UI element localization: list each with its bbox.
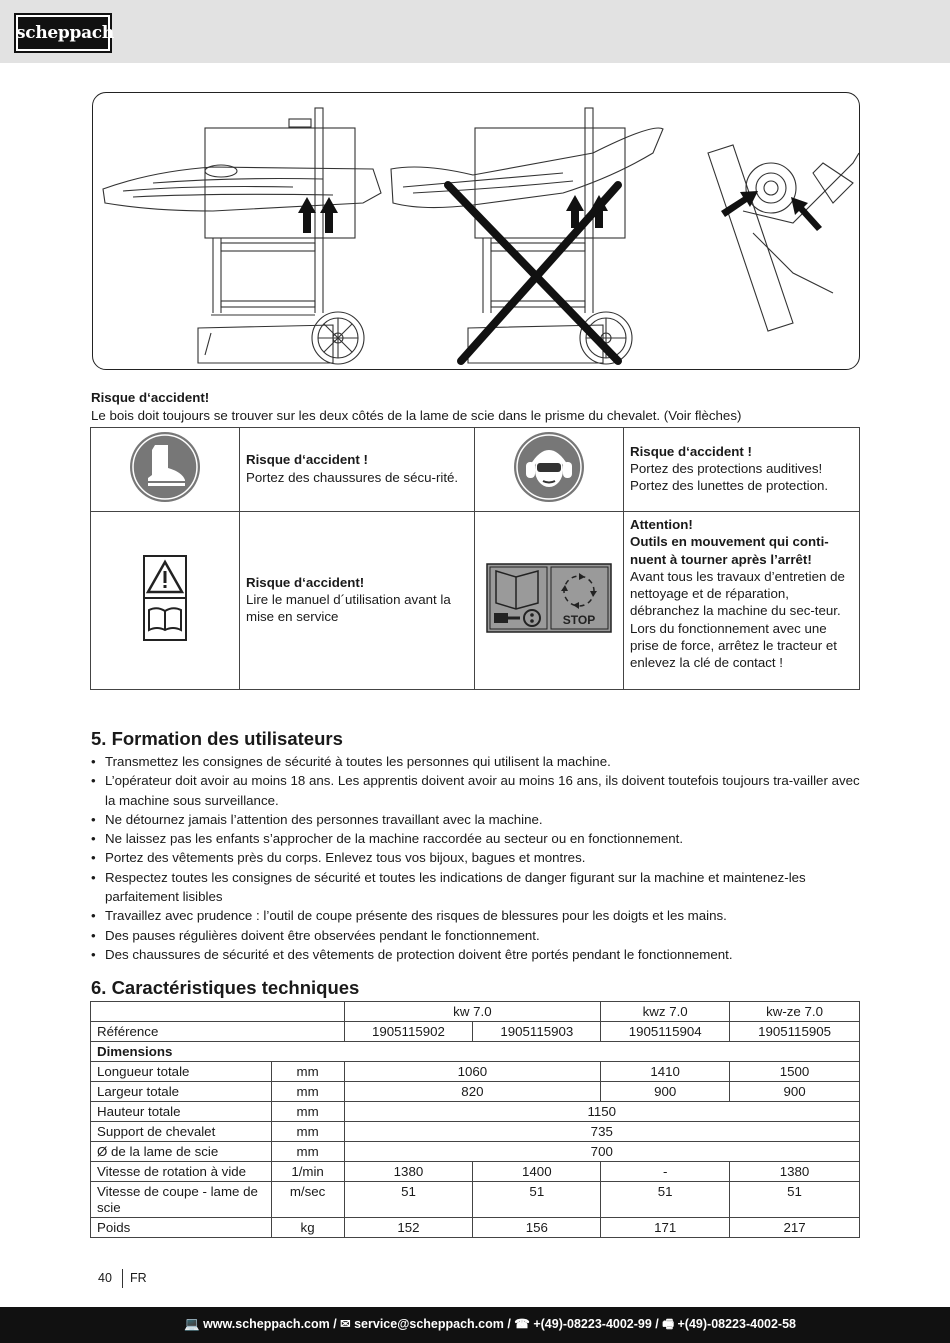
footer-contact: 💻 www.scheppach.com / ✉ service@scheppach.com / ☎ +(49)-08223-4002-99 / 🖷 +(49)-08223-4002-58 xyxy=(184,1317,796,1331)
language-code: FR xyxy=(130,1271,147,1285)
attention-text2: Lors du fonctionnement avec une prise de force, arrêtez le tracteur et enlevez la clé de contact ! xyxy=(630,620,837,671)
model-kwze: kw-ze 7.0 xyxy=(730,1002,860,1022)
sawing-illustration xyxy=(92,92,860,370)
table-row: Ø de la lame de scie mm 700 xyxy=(91,1142,860,1162)
safety-shoes-title: Risque d‘accident ! xyxy=(246,452,368,468)
warning-manual-icon xyxy=(143,555,187,641)
attention-title: Attention! xyxy=(630,517,693,532)
safety-shoes-desc: Portez des chaussures de sécu-rité. xyxy=(246,469,459,485)
safety-hearing-line2: Portez des lunettes de protection. xyxy=(630,478,829,494)
safety-symbols-table xyxy=(90,427,860,690)
hearing-protection-icon xyxy=(512,430,586,504)
table-row: Hauteur totale mm 1150 xyxy=(91,1102,860,1122)
safety-hearing-title: Risque d‘accident ! xyxy=(630,443,752,459)
list-item: • Respectez toutes les consignes de sécurité et toutes les indications de danger figurant sur la machine et maintenez-les parfaitement lisibles xyxy=(91,868,861,907)
safety-stop-cell xyxy=(475,512,624,690)
safety-manual-title: Risque d‘accident! xyxy=(246,574,365,590)
safety-hearing-line1: Portez des protections auditives! xyxy=(630,460,823,476)
page-header xyxy=(0,0,950,63)
page-separator xyxy=(122,1269,123,1288)
table-row: Largeur totale mm 820 900 900 xyxy=(91,1082,860,1102)
list-item: • Travaillez avec prudence : l’outil de coupe présente des risques de blessures pour les doigts et les mains. xyxy=(91,906,861,925)
safety-shoes-icon xyxy=(128,430,202,504)
section5-heading: 5. Formation des utilisateurs xyxy=(91,728,343,749)
saw-blade-detail xyxy=(708,145,859,331)
table-row: Vitesse de rotation à vide 1/min 1380 1400 - 1380 xyxy=(91,1162,860,1182)
saw-machine-correct xyxy=(103,108,381,364)
contact-footer xyxy=(0,1307,950,1343)
scheppach-logo: scheppach xyxy=(14,13,112,53)
table-row xyxy=(91,1002,860,1022)
saw-machine-wrong xyxy=(391,108,663,364)
safety-shoes-text xyxy=(240,428,475,512)
safety-manual-desc: Lire le manuel d´utilisation avant la mise en service xyxy=(246,591,451,625)
stop-label: STOP xyxy=(562,613,596,628)
section5-bullets xyxy=(91,752,861,964)
table-row: Longueur totale mm 1060 1410 1500 xyxy=(91,1062,860,1082)
disconnect-stop-icon xyxy=(486,563,612,633)
table-row: Poids kg 152 156 171 217 xyxy=(91,1218,860,1238)
table-row: Référence 1905115902 1905115903 1905115904 1905115905 xyxy=(91,1022,860,1042)
figure-caption xyxy=(91,389,861,425)
page-number: 40 xyxy=(98,1271,112,1285)
section6-heading: 6. Caractéristiques techniques xyxy=(91,977,360,998)
tech-specs-table xyxy=(90,1001,860,1238)
safety-hearing-cell xyxy=(475,428,624,512)
attention-subtitle: Outils en mouvement qui conti-nuent à tourner après l’arrêt! xyxy=(630,534,829,567)
list-item: • Des chaussures de sécurité et des vêtements de protection doivent être portés pendant le fonctionnement. xyxy=(91,945,861,964)
table-row xyxy=(91,1042,860,1062)
dimensions-label: Dimensions xyxy=(91,1042,860,1062)
caption-title: Risque d‘accident! xyxy=(91,390,210,405)
list-item: • Des pauses régulières doivent être observées pendant le fonctionnement. xyxy=(91,926,861,945)
list-item: • Ne détournez jamais l’attention des personnes travaillant avec la machine. xyxy=(91,810,861,829)
table-row: Support de chevalet mm 735 xyxy=(91,1122,860,1142)
safety-attention-text xyxy=(624,512,860,690)
safety-manual-text xyxy=(240,512,475,690)
model-kw: kw 7.0 xyxy=(344,1002,601,1022)
safety-shoes-cell xyxy=(91,428,240,512)
safety-hearing-text xyxy=(624,428,860,512)
list-item: • Portez des vêtements près du corps. Enlevez tous vos bijoux, bagues et montres. xyxy=(91,848,861,867)
model-kwz: kwz 7.0 xyxy=(601,1002,730,1022)
list-item: • Transmettez les consignes de sécurité à toutes les personnes qui utilisent la machine. xyxy=(91,752,861,771)
list-item: • Ne laissez pas les enfants s’approcher de la machine raccordée au secteur ou en fonctionnement. xyxy=(91,829,861,848)
attention-text1: Avant tous les travaux d’entretien de nettoyage et de réparation, débranchez la machine du sec-teur. xyxy=(630,568,845,619)
safety-manual-cell xyxy=(91,512,240,690)
list-item: • L’opérateur doit avoir au moins 18 ans. Les apprentis doivent avoir au moins 16 ans, ils doivent toutefois toujours tra-vailler avec la machine sous surveillance. xyxy=(91,771,861,810)
caption-text: Le bois doit toujours se trouver sur les deux côtés de la lame de scie dans le prisme du chevalet. (Voir flèches) xyxy=(91,408,742,423)
table-row: Vitesse de coupe - lame de scie m/sec 51 51 51 51 xyxy=(91,1182,860,1218)
